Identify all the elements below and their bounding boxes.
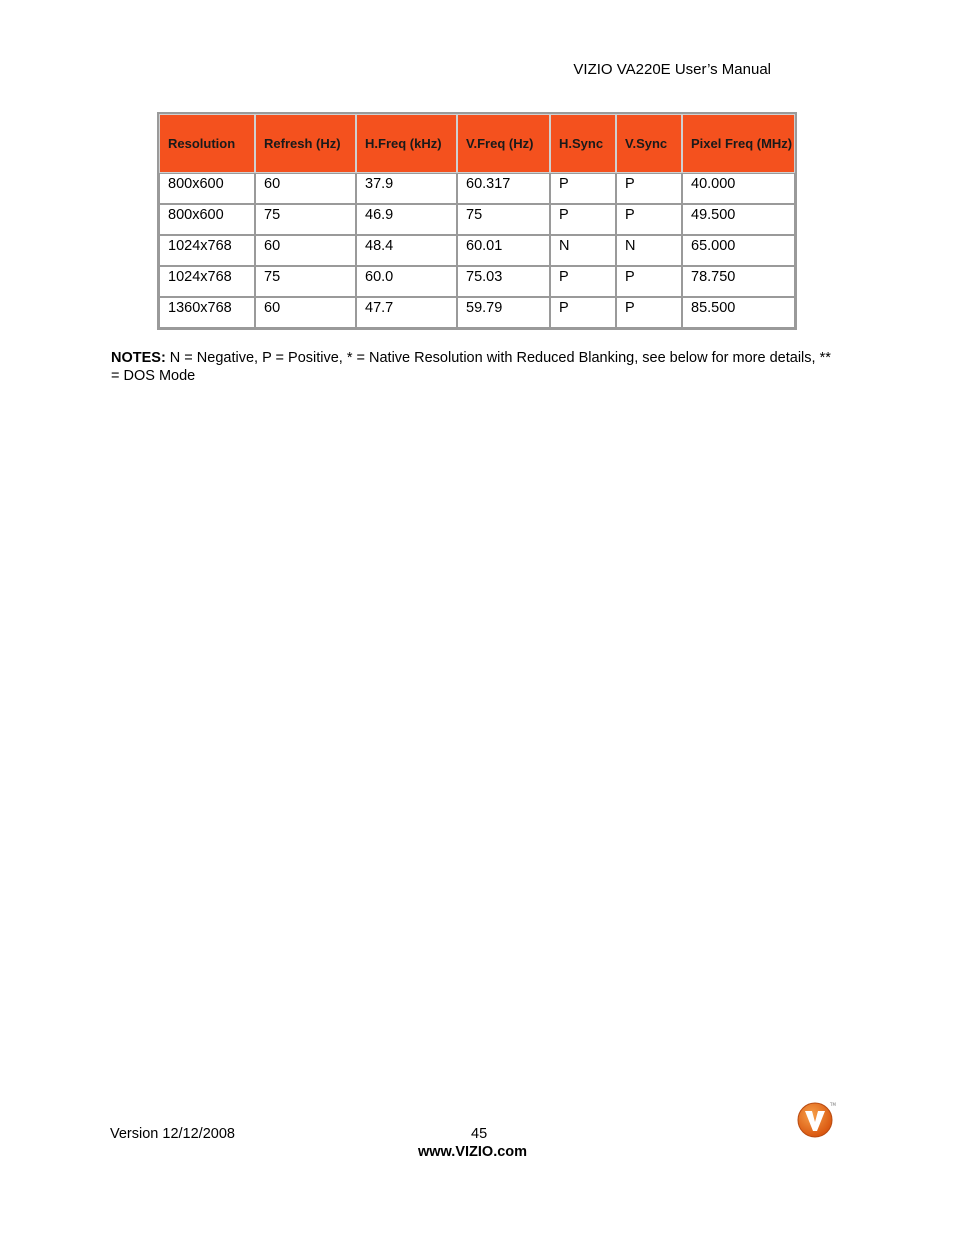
table-cell: P [550,266,616,297]
table-cell: 60.0 [356,266,457,297]
table-cell: P [616,297,682,328]
table-header-row [159,114,795,173]
table-cell: 75 [255,204,356,235]
table-cell: 60.317 [457,173,550,204]
page-header-title: VIZIO VA220E User’s Manual [573,61,771,78]
column-header: Resolution [159,114,255,173]
svg-text:TM: TM [830,1102,836,1107]
table-cell: P [616,204,682,235]
table-cell: 1024x768 [159,235,255,266]
table-cell: 1360x768 [159,297,255,328]
table-cell: 800x600 [159,204,255,235]
table-cell: 75.03 [457,266,550,297]
table-cell: 78.750 [682,266,795,297]
column-header: H.Sync [550,114,616,173]
table-cell: 60 [255,297,356,328]
column-header: V.Freq (Hz) [457,114,550,173]
table-cell: P [616,266,682,297]
table-row [159,204,795,235]
table-cell: P [616,173,682,204]
table-cell: 40.000 [682,173,795,204]
notes-label: NOTES: [111,350,166,366]
table-cell: P [550,173,616,204]
table-cell: 47.7 [356,297,457,328]
table-cell: N [616,235,682,266]
notes-text: N = Negative, P = Positive, * = Native Resolution with Reduced Blanking, see below for more details, ** = DOS Mode [111,350,831,384]
table-cell: 1024x768 [159,266,255,297]
table-cell: 75 [457,204,550,235]
timing-table [157,112,797,330]
table-row [159,266,795,297]
table-cell: 49.500 [682,204,795,235]
table-cell: 59.79 [457,297,550,328]
table-cell: 37.9 [356,173,457,204]
table-cell: 46.9 [356,204,457,235]
table-cell: 65.000 [682,235,795,266]
page-number: 45 [471,1126,488,1142]
table-cell: 800x600 [159,173,255,204]
table-row [159,235,795,266]
table-cell: 60.01 [457,235,550,266]
table-row [159,173,795,204]
table-row [159,297,795,328]
column-header: Pixel Freq (MHz) [682,114,795,173]
column-header: V.Sync [616,114,682,173]
table-cell: N [550,235,616,266]
table-cell: 48.4 [356,235,457,266]
footer-version: Version 12/12/2008 [110,1126,235,1142]
table-cell: P [550,204,616,235]
column-header: Refresh (Hz) [255,114,356,173]
column-header: H.Freq (kHz) [356,114,457,173]
table-cell: 85.500 [682,297,795,328]
table-cell: P [550,297,616,328]
vizio-v-logo-icon [796,1100,836,1140]
footer-url: www.VIZIO.com [418,1144,528,1160]
notes-paragraph [111,349,836,385]
table-cell: 60 [255,173,356,204]
table-cell: 60 [255,235,356,266]
table-cell: 75 [255,266,356,297]
